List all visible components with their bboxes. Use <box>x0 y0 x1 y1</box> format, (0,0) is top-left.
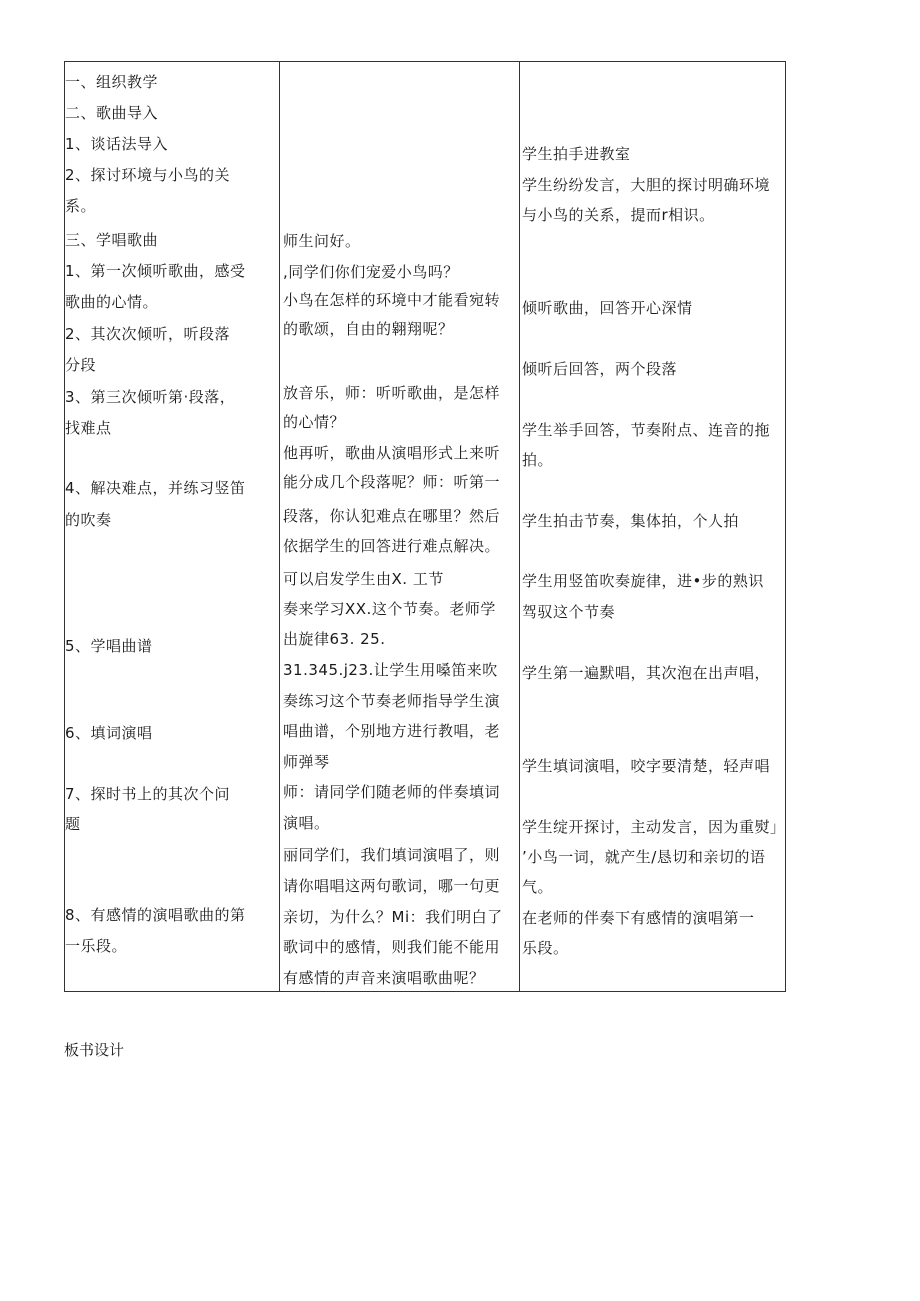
step-line: 2、探讨环境与小鸟的关 <box>65 166 231 184</box>
step-line: 5、学唱曲谱 <box>65 637 153 655</box>
step-line: 6、填词演唱 <box>65 724 153 742</box>
teacher-line: 丽同学们，我们填词演唱了，则 <box>283 846 501 864</box>
teacher-line: 他再听，歌曲从演唱形式上来听 <box>283 444 501 462</box>
teacher-line: 可以启发学生由X. 工节 <box>283 570 444 588</box>
student-line: 学生绽开探讨，主动发言，因为重熨」 <box>522 818 786 836</box>
teacher-line: 奏来学习XX.这个节奏。老师学 <box>283 600 496 618</box>
student-line: 拍。 <box>522 451 554 469</box>
teacher-line: 师生问好。 <box>283 232 361 250</box>
teacher-line: 唱曲谱，个别地方进行教唱，老 <box>283 722 501 740</box>
student-line: 学生拍击节奏，集体拍，个人拍 <box>522 512 740 530</box>
teacher-line: 请你唱唱这两句歌词，哪一句更 <box>283 877 501 895</box>
step-line: 歌曲的心情。 <box>65 293 159 311</box>
column-divider-1 <box>279 62 280 991</box>
teacher-line: 师弹琴 <box>283 753 330 771</box>
step-line: 7、探时书上的其次个问 <box>65 785 231 803</box>
step-line: 的吹奏 <box>65 511 112 529</box>
step-line: 1、第一次倾听歌曲，感受 <box>65 262 246 280</box>
teacher-line: 师：请同学们随老师的伴奏填词 <box>283 783 501 801</box>
teacher-line: 依据学生的回答进行难点解决。 <box>283 537 501 555</box>
student-line: ’小鸟一词，就产生/恳切和亲切的语 <box>522 848 766 866</box>
board-design-heading: 板书设计 <box>64 1041 125 1059</box>
teacher-line: 小鸟在怎样的环境中才能看宛转 <box>283 291 501 309</box>
teacher-line: 演唱。 <box>283 814 330 832</box>
teacher-line: 的心情？ <box>283 413 346 431</box>
step-line: 一乐段。 <box>65 937 128 955</box>
step-line: 系。 <box>65 197 97 215</box>
teacher-line: 歌词中的感情，则我们能不能用 <box>283 938 501 956</box>
step-line: 1、谈话法导入 <box>65 135 169 153</box>
student-line: 气。 <box>522 878 554 896</box>
student-line: 学生举手回答，节奏附点、连音的拖 <box>522 421 771 439</box>
step-line: 2、其次次倾听，听段落 <box>65 325 231 343</box>
teacher-line: 段落，你认犯难点在哪里？然后 <box>283 507 501 525</box>
teacher-line: ,同学们你们宠爱小鸟吗？ <box>283 263 459 281</box>
step-line: 找难点 <box>65 419 112 437</box>
step-line: 4、解决难点，并练习竖笛 <box>65 479 246 497</box>
student-line: 学生拍手进教室 <box>522 145 631 163</box>
teacher-line: 出旋律63. 25. <box>283 630 386 648</box>
student-line: 乐段。 <box>522 939 569 957</box>
teacher-line: 放音乐，师：听听歌曲，是怎样 <box>283 384 501 402</box>
teacher-line: 亲切，为什么？Mi：我们明白了 <box>283 908 503 926</box>
step-line: 题 <box>65 815 81 833</box>
teacher-line: 奏练习这个节奏老师指导学生演 <box>283 692 501 710</box>
teacher-line: 31.345.j23.让学生用嗓笛来吹 <box>283 661 498 679</box>
student-line: 学生纷纷发言，大胆的探讨明确环境 <box>522 176 771 194</box>
step-line: 分段 <box>65 356 97 374</box>
student-line: 学生第一遍默唱，其次泡在出声唱， <box>522 664 771 682</box>
student-line: 学生填词演唱，咬字要清楚，轻声唱 <box>522 757 771 775</box>
student-line: 在老师的伴奏下有感情的演唱第一 <box>522 909 755 927</box>
step-line: 二、歌曲导入 <box>65 104 159 122</box>
student-line: 与小鸟的关系，提而r相识。 <box>522 206 715 224</box>
teacher-line: 有感情的声音来演唱歌曲呢？ <box>283 969 485 987</box>
student-line: 倾听歌曲，回答开心深情 <box>522 299 693 317</box>
student-line: 驾驭这个节奏 <box>522 603 616 621</box>
teacher-line: 能分成几个段落呢？师：听第一 <box>283 473 501 491</box>
step-line: 一、组织教学 <box>65 73 159 91</box>
student-line: 学生用竖笛吹奏旋律，进•步的熟识 <box>522 572 764 590</box>
step-line: 8、有感情的演唱歌曲的第 <box>65 906 246 924</box>
lesson-table <box>64 61 786 992</box>
student-line: 倾听后回答，两个段落 <box>522 360 678 378</box>
teacher-line: 的歌颂，自由的翱翔呢？ <box>283 320 454 338</box>
step-line: 三、学唱歌曲 <box>65 231 159 249</box>
step-line: 3、第三次倾听第·段落， <box>65 388 236 406</box>
column-divider-2 <box>519 62 520 991</box>
